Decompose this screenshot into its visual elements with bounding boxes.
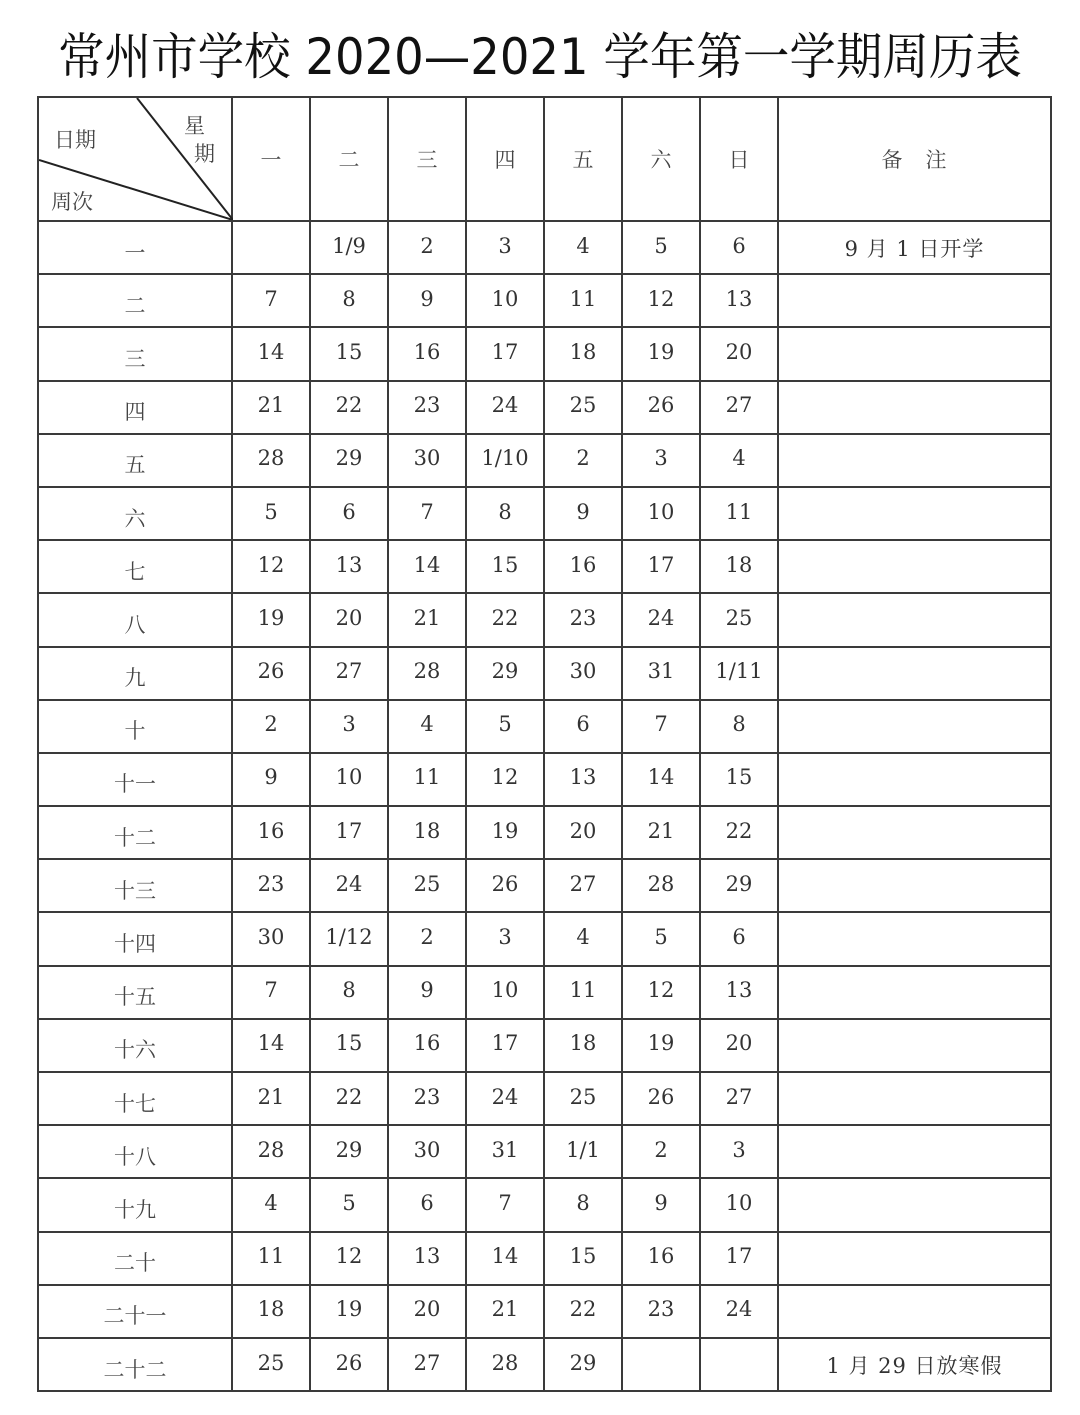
week-number-cell: 九 bbox=[38, 647, 232, 700]
week-number-cell: 六 bbox=[38, 487, 232, 540]
note-cell bbox=[778, 806, 1051, 859]
date-cell: 27 bbox=[700, 1072, 778, 1125]
date-cell: 6 bbox=[310, 487, 388, 540]
weekday-header-sun: 日 bbox=[700, 97, 778, 221]
date-cell: 29 bbox=[466, 647, 544, 700]
date-cell: 12 bbox=[466, 753, 544, 806]
date-cell: 16 bbox=[622, 1232, 700, 1285]
week-number-cell: 四 bbox=[38, 381, 232, 434]
date-cell: 2 bbox=[232, 700, 310, 753]
date-cell: 17 bbox=[310, 806, 388, 859]
date-cell: 23 bbox=[622, 1285, 700, 1338]
note-cell bbox=[778, 1125, 1051, 1178]
date-cell: 8 bbox=[310, 274, 388, 327]
note-cell bbox=[778, 1285, 1051, 1338]
date-cell: 21 bbox=[232, 381, 310, 434]
note-cell bbox=[778, 593, 1051, 646]
note-cell bbox=[778, 1072, 1051, 1125]
note-cell bbox=[778, 1178, 1051, 1231]
week-number-cell: 八 bbox=[38, 593, 232, 646]
week-number-cell: 十一 bbox=[38, 753, 232, 806]
date-cell: 24 bbox=[622, 593, 700, 646]
date-cell: 8 bbox=[700, 700, 778, 753]
date-cell: 7 bbox=[232, 966, 310, 1019]
date-cell: 18 bbox=[388, 806, 466, 859]
week-number-cell: 二 bbox=[38, 274, 232, 327]
date-cell: 20 bbox=[388, 1285, 466, 1338]
date-cell: 25 bbox=[388, 859, 466, 912]
date-cell: 29 bbox=[310, 434, 388, 487]
date-cell: 14 bbox=[232, 327, 310, 380]
date-cell: 12 bbox=[622, 274, 700, 327]
date-cell: 1/11 bbox=[700, 647, 778, 700]
date-cell: 28 bbox=[388, 647, 466, 700]
weekday-header-mon: 一 bbox=[232, 97, 310, 221]
date-cell: 26 bbox=[466, 859, 544, 912]
table-row bbox=[38, 912, 1051, 965]
date-cell: 25 bbox=[544, 381, 622, 434]
date-cell: 4 bbox=[388, 700, 466, 753]
week-number-cell: 二十 bbox=[38, 1232, 232, 1285]
date-cell: 21 bbox=[622, 806, 700, 859]
date-cell: 1/12 bbox=[310, 912, 388, 965]
date-cell: 26 bbox=[232, 647, 310, 700]
date-cell: 18 bbox=[232, 1285, 310, 1338]
header-row bbox=[38, 97, 1051, 221]
weekday-header-tue: 二 bbox=[310, 97, 388, 221]
date-cell: 3 bbox=[466, 221, 544, 274]
date-cell: 28 bbox=[622, 859, 700, 912]
date-cell: 1/1 bbox=[544, 1125, 622, 1178]
weekday-header-thu: 四 bbox=[466, 97, 544, 221]
date-cell: 30 bbox=[232, 912, 310, 965]
date-cell: 15 bbox=[700, 753, 778, 806]
date-cell bbox=[232, 221, 310, 274]
date-cell: 17 bbox=[700, 1232, 778, 1285]
date-cell: 2 bbox=[622, 1125, 700, 1178]
date-cell: 7 bbox=[232, 274, 310, 327]
note-cell bbox=[778, 487, 1051, 540]
date-cell: 21 bbox=[466, 1285, 544, 1338]
table-row bbox=[38, 647, 1051, 700]
note-cell bbox=[778, 700, 1051, 753]
table-row bbox=[38, 1232, 1051, 1285]
date-cell: 9 bbox=[544, 487, 622, 540]
date-cell: 18 bbox=[544, 327, 622, 380]
date-cell: 5 bbox=[466, 700, 544, 753]
date-cell: 22 bbox=[700, 806, 778, 859]
note-cell bbox=[778, 381, 1051, 434]
date-cell: 30 bbox=[544, 647, 622, 700]
date-cell: 19 bbox=[622, 327, 700, 380]
date-cell: 21 bbox=[388, 593, 466, 646]
date-cell: 8 bbox=[466, 487, 544, 540]
note-cell bbox=[778, 753, 1051, 806]
note-cell bbox=[778, 274, 1051, 327]
date-cell: 1/10 bbox=[466, 434, 544, 487]
table-row bbox=[38, 753, 1051, 806]
table-row bbox=[38, 1019, 1051, 1072]
corner-header-cell bbox=[38, 97, 232, 221]
corner-week-label: 周次 bbox=[51, 190, 93, 214]
date-cell: 17 bbox=[466, 1019, 544, 1072]
week-number-cell: 十三 bbox=[38, 859, 232, 912]
date-cell: 10 bbox=[466, 966, 544, 1019]
note-cell bbox=[778, 327, 1051, 380]
date-cell: 4 bbox=[232, 1178, 310, 1231]
date-cell: 14 bbox=[232, 1019, 310, 1072]
date-cell: 4 bbox=[544, 221, 622, 274]
date-cell: 9 bbox=[232, 753, 310, 806]
week-number-cell: 十六 bbox=[38, 1019, 232, 1072]
table-row bbox=[38, 487, 1051, 540]
date-cell: 3 bbox=[466, 912, 544, 965]
date-cell: 16 bbox=[232, 806, 310, 859]
corner-weekday-label-top: 星 bbox=[184, 114, 205, 138]
note-cell bbox=[778, 912, 1051, 965]
week-number-cell: 二十一 bbox=[38, 1285, 232, 1338]
date-cell: 5 bbox=[232, 487, 310, 540]
date-cell: 3 bbox=[310, 700, 388, 753]
date-cell: 21 bbox=[232, 1072, 310, 1125]
date-cell: 24 bbox=[466, 1072, 544, 1125]
weekday-header-wed: 三 bbox=[388, 97, 466, 221]
date-cell: 14 bbox=[388, 540, 466, 593]
date-cell: 13 bbox=[700, 966, 778, 1019]
week-number-cell: 十八 bbox=[38, 1125, 232, 1178]
table-row bbox=[38, 593, 1051, 646]
note-cell bbox=[778, 540, 1051, 593]
date-cell: 7 bbox=[622, 700, 700, 753]
table-row bbox=[38, 859, 1051, 912]
date-cell: 16 bbox=[388, 1019, 466, 1072]
date-cell: 24 bbox=[700, 1285, 778, 1338]
table-row bbox=[38, 806, 1051, 859]
note-cell bbox=[778, 966, 1051, 1019]
table-row bbox=[38, 1178, 1051, 1231]
date-cell: 18 bbox=[544, 1019, 622, 1072]
date-cell: 30 bbox=[388, 1125, 466, 1178]
date-cell: 1/9 bbox=[310, 221, 388, 274]
date-cell: 12 bbox=[232, 540, 310, 593]
date-cell: 22 bbox=[466, 593, 544, 646]
table-row bbox=[38, 1285, 1051, 1338]
date-cell: 29 bbox=[310, 1125, 388, 1178]
date-cell: 2 bbox=[388, 221, 466, 274]
week-number-cell: 十九 bbox=[38, 1178, 232, 1231]
date-cell: 26 bbox=[622, 381, 700, 434]
table-row bbox=[38, 700, 1051, 753]
date-cell: 4 bbox=[700, 434, 778, 487]
date-cell: 15 bbox=[544, 1232, 622, 1285]
date-cell: 16 bbox=[544, 540, 622, 593]
week-calendar-table bbox=[37, 96, 1052, 1392]
table-row bbox=[38, 1338, 1051, 1391]
date-cell: 7 bbox=[388, 487, 466, 540]
date-cell: 8 bbox=[544, 1178, 622, 1231]
date-cell: 9 bbox=[388, 274, 466, 327]
date-cell: 16 bbox=[388, 327, 466, 380]
note-cell bbox=[778, 1232, 1051, 1285]
corner-weekday-label-bottom: 期 bbox=[194, 142, 215, 166]
date-cell: 11 bbox=[700, 487, 778, 540]
week-number-cell: 七 bbox=[38, 540, 232, 593]
date-cell: 4 bbox=[544, 912, 622, 965]
date-cell: 3 bbox=[700, 1125, 778, 1178]
date-cell: 27 bbox=[700, 381, 778, 434]
week-number-cell: 二十二 bbox=[38, 1338, 232, 1391]
note-cell: 9 月 1 日开学 bbox=[778, 221, 1051, 274]
date-cell: 18 bbox=[700, 540, 778, 593]
date-cell: 2 bbox=[544, 434, 622, 487]
date-cell: 6 bbox=[388, 1178, 466, 1231]
date-cell: 8 bbox=[310, 966, 388, 1019]
date-cell: 27 bbox=[388, 1338, 466, 1391]
date-cell: 6 bbox=[544, 700, 622, 753]
date-cell: 10 bbox=[310, 753, 388, 806]
date-cell: 2 bbox=[388, 912, 466, 965]
date-cell: 7 bbox=[466, 1178, 544, 1231]
date-cell: 17 bbox=[466, 327, 544, 380]
page-title: 常州市学校 2020—2021 学年第一学期周历表 bbox=[58, 28, 1022, 86]
week-number-cell: 十二 bbox=[38, 806, 232, 859]
date-cell bbox=[622, 1338, 700, 1391]
date-cell: 19 bbox=[232, 593, 310, 646]
date-cell: 11 bbox=[232, 1232, 310, 1285]
table-row bbox=[38, 540, 1051, 593]
table-row bbox=[38, 274, 1051, 327]
date-cell: 5 bbox=[622, 221, 700, 274]
week-number-cell: 五 bbox=[38, 434, 232, 487]
note-cell bbox=[778, 647, 1051, 700]
date-cell: 5 bbox=[622, 912, 700, 965]
date-cell: 28 bbox=[232, 1125, 310, 1178]
date-cell: 15 bbox=[310, 327, 388, 380]
date-cell: 24 bbox=[310, 859, 388, 912]
week-number-cell: 十五 bbox=[38, 966, 232, 1019]
date-cell: 23 bbox=[232, 859, 310, 912]
date-cell: 9 bbox=[622, 1178, 700, 1231]
note-cell: 1 月 29 日放寒假 bbox=[778, 1338, 1051, 1391]
week-number-cell: 十七 bbox=[38, 1072, 232, 1125]
date-cell: 19 bbox=[622, 1019, 700, 1072]
date-cell: 10 bbox=[466, 274, 544, 327]
weekday-header-sat: 六 bbox=[622, 97, 700, 221]
date-cell: 23 bbox=[544, 593, 622, 646]
date-cell: 26 bbox=[622, 1072, 700, 1125]
date-cell: 19 bbox=[310, 1285, 388, 1338]
date-cell: 23 bbox=[388, 1072, 466, 1125]
date-cell: 20 bbox=[544, 806, 622, 859]
date-cell: 15 bbox=[310, 1019, 388, 1072]
date-cell: 11 bbox=[544, 274, 622, 327]
date-cell: 27 bbox=[310, 647, 388, 700]
date-cell: 11 bbox=[544, 966, 622, 1019]
date-cell: 9 bbox=[388, 966, 466, 1019]
table-row bbox=[38, 221, 1051, 274]
date-cell: 28 bbox=[466, 1338, 544, 1391]
week-number-cell: 三 bbox=[38, 327, 232, 380]
date-cell bbox=[700, 1338, 778, 1391]
note-cell bbox=[778, 434, 1051, 487]
table-row bbox=[38, 966, 1051, 1019]
date-cell: 13 bbox=[700, 274, 778, 327]
date-cell: 13 bbox=[544, 753, 622, 806]
date-cell: 25 bbox=[544, 1072, 622, 1125]
date-cell: 10 bbox=[622, 487, 700, 540]
date-cell: 12 bbox=[622, 966, 700, 1019]
date-cell: 22 bbox=[310, 1072, 388, 1125]
note-cell bbox=[778, 859, 1051, 912]
week-number-cell: 一 bbox=[38, 221, 232, 274]
table-row bbox=[38, 381, 1051, 434]
date-cell: 14 bbox=[622, 753, 700, 806]
date-cell: 22 bbox=[310, 381, 388, 434]
table-row bbox=[38, 327, 1051, 380]
date-cell: 31 bbox=[466, 1125, 544, 1178]
weekday-header-fri: 五 bbox=[544, 97, 622, 221]
date-cell: 20 bbox=[700, 327, 778, 380]
date-cell: 13 bbox=[310, 540, 388, 593]
date-cell: 20 bbox=[310, 593, 388, 646]
table-row bbox=[38, 1125, 1051, 1178]
table-row bbox=[38, 434, 1051, 487]
week-number-cell: 十 bbox=[38, 700, 232, 753]
date-cell: 29 bbox=[700, 859, 778, 912]
date-cell: 24 bbox=[466, 381, 544, 434]
table-row bbox=[38, 1072, 1051, 1125]
date-cell: 6 bbox=[700, 221, 778, 274]
date-cell: 22 bbox=[544, 1285, 622, 1338]
date-cell: 26 bbox=[310, 1338, 388, 1391]
date-cell: 6 bbox=[700, 912, 778, 965]
date-cell: 5 bbox=[310, 1178, 388, 1231]
date-cell: 13 bbox=[388, 1232, 466, 1285]
corner-date-label: 日期 bbox=[54, 128, 96, 152]
date-cell: 23 bbox=[388, 381, 466, 434]
date-cell: 17 bbox=[622, 540, 700, 593]
date-cell: 25 bbox=[232, 1338, 310, 1391]
date-cell: 3 bbox=[622, 434, 700, 487]
date-cell: 30 bbox=[388, 434, 466, 487]
date-cell: 10 bbox=[700, 1178, 778, 1231]
date-cell: 15 bbox=[466, 540, 544, 593]
date-cell: 27 bbox=[544, 859, 622, 912]
date-cell: 12 bbox=[310, 1232, 388, 1285]
date-cell: 31 bbox=[622, 647, 700, 700]
date-cell: 29 bbox=[544, 1338, 622, 1391]
note-cell bbox=[778, 1019, 1051, 1072]
date-cell: 19 bbox=[466, 806, 544, 859]
date-cell: 25 bbox=[700, 593, 778, 646]
date-cell: 28 bbox=[232, 434, 310, 487]
date-cell: 20 bbox=[700, 1019, 778, 1072]
date-cell: 14 bbox=[466, 1232, 544, 1285]
notes-header: 备 注 bbox=[778, 97, 1051, 221]
date-cell: 11 bbox=[388, 753, 466, 806]
week-number-cell: 十四 bbox=[38, 912, 232, 965]
